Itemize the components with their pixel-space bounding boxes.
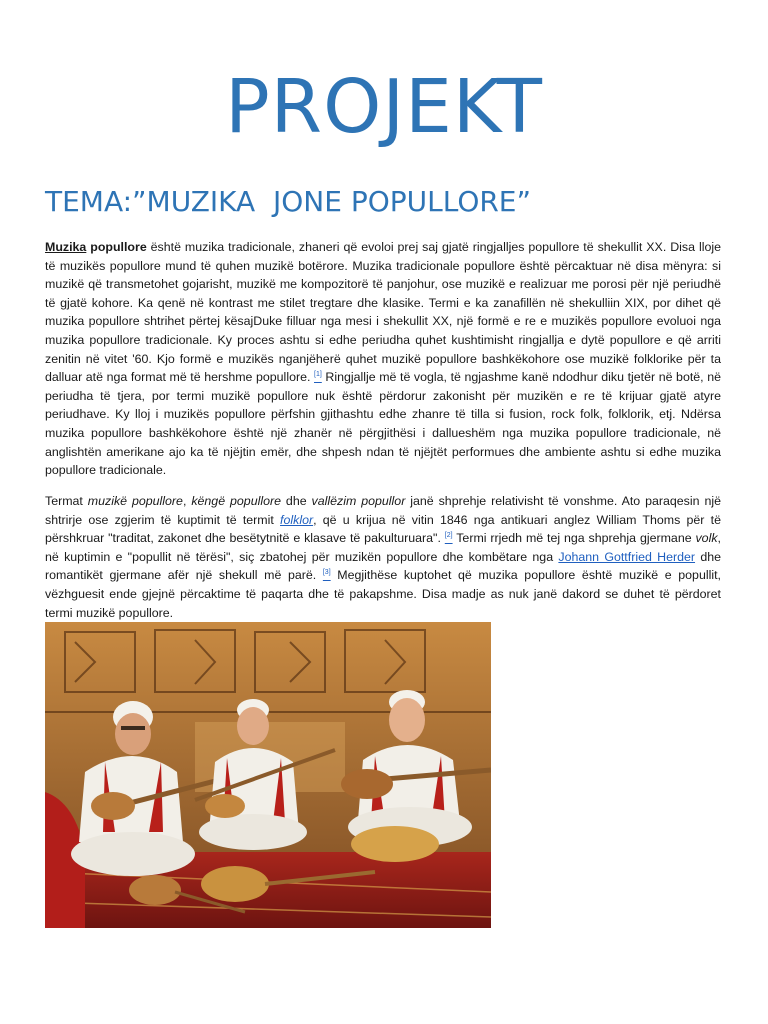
- paragraph-text: dhe: [281, 494, 312, 508]
- paragraph-text: , në kuptimin e "popullit në tërësi", siç zbatohej për muzikën popullore dhe kombëtare nga: [45, 531, 721, 564]
- paragraph-text: Ringjallje më të vogla, të ngjashme kanë ndodhur diku tjetër në botë, në periudha të tjera, por termi muzikë popullore nuk është përdorur zakonisht për muzikën e re të krijuar gjatë atyre periudhave. Ky lloj i muzikës popullore përfshin gjithashtu edhe zhanre të tilla si fusion, rock folk, folklorik, etj. Ndërsa muzika popullore bashkëkohore është një zhanër në përgjithësi i dallueshëm nga muzika popullore tradicionale, në anglishtën amerikane ajo ka të njëjtin emër, dhe shpesh ndan të njëjtët performues dhe ambiente ashtu si edhe muzika popullore tradicionale.: [45, 370, 721, 478]
- link-johann-gottfried-herder[interactable]: Johann Gottfried Herder: [558, 549, 696, 564]
- topic-heading: TEMA:”MUZIKA JONE POPULLORE”: [45, 185, 532, 218]
- musicians-photo: [45, 622, 491, 928]
- paragraph-text: dhe romantikët gjermane afër një shekull më parë.: [45, 549, 721, 583]
- paragraph-text: Termi rrjedh më tej nga shprehja gjermane: [452, 531, 696, 546]
- paragraph-terms: [45, 492, 721, 622]
- footnote-link-3[interactable]: [3]: [322, 569, 331, 577]
- paragraph-text: janë shprehje relativisht të vonshme. Ato paraqesin një shtrirje ose zgjerim të kuptimit të termit: [45, 494, 721, 527]
- italic-term: muzikë popullore: [87, 494, 183, 508]
- footnote-link-2[interactable]: [2]: [444, 532, 453, 540]
- italic-term: vallëzim popullor: [311, 494, 406, 508]
- page-title: PROJEKT: [225, 64, 543, 150]
- paragraph-text: Termat: [45, 494, 88, 508]
- footnote-link-1[interactable]: [1]: [314, 371, 322, 379]
- link-folklor[interactable]: folklor: [280, 512, 314, 527]
- paragraph-text: ,: [182, 494, 192, 508]
- paragraph-intro: [45, 238, 721, 480]
- paragraph-text: , që u krijua në vitin 1846 nga antikuari anglez William Thoms për të përshkruar "traditat, zakonet dhe besëtytnitë e klasave të pakulturuara".: [45, 512, 721, 546]
- italic-term: këngë popullore: [191, 494, 281, 508]
- term-popullore: popullore: [90, 240, 147, 254]
- paragraph-text: është muzika tradicionale, zhaneri që evoloi prej saj gjatë ringjalljes popullore të shekullit XX. Disa lloje të muzikës popullore mund të quhen muzikë botërore. Muzika tradicionale popullore është përcaktuar në disa mënyra: si muzikë që transmetohet gojarisht, muzikë me kompozitorë të panjohur, ose muzikë e realizuar me porosi për një periudhë të gjatë kohore. Ka qenë në kontrast me stilet tregtare dhe klasike. Termi e ka zanafillën në shekulliin XIX, por dihet që muzika popullore shtrihet përtej kësajDuke filluar nga mesi i shekullit XX, një formë e re e muzikës popullore evoluoi nga muzika popullore tradicionale. Ky proces ashtu si edhe periudha quhet kushtimisht ringjallja e dytë popullore e që arriti zenitin në vitet '60. Kjo formë e muzikës nganjëherë quhet muzikë popullore bashkëkohore ose muzikë folklorike për ta dalluar atë nga format më të hershme popullore.: [45, 240, 721, 385]
- italic-term: volk: [695, 531, 718, 546]
- term-muzika: Muzika: [45, 240, 87, 254]
- paragraph-text: Megjithëse kuptohet që muzika popullore është muzikë e popullit, vëzhguesit ende gjejnë përcaktime të paqarta dhe të pakapshme. Disa madje as nuk janë dakord se duhet të përdoret termi muzikë popullore.: [45, 568, 721, 620]
